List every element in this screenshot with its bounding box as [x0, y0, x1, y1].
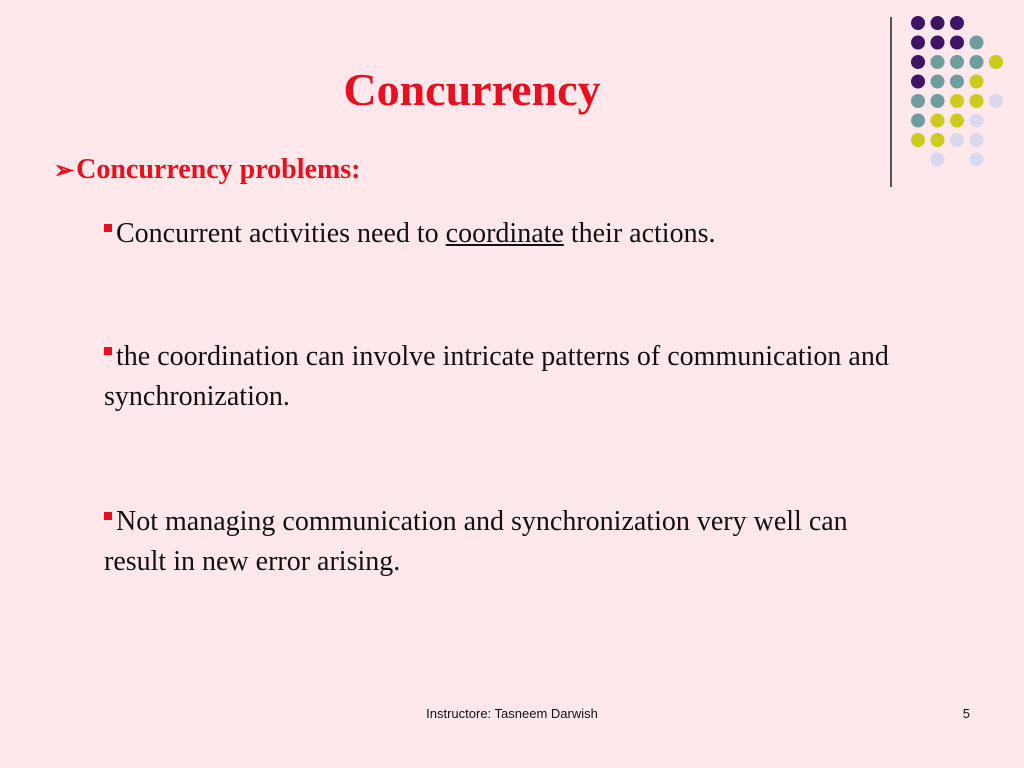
decorative-dot — [950, 114, 964, 128]
bullet-2-text: the coordination can involve intricate patterns of communication and synchronization. — [104, 341, 889, 412]
slide-title: Concurrency — [343, 64, 601, 115]
section-heading — [54, 153, 361, 187]
decorative-dot — [950, 133, 964, 147]
decorative-dot — [931, 16, 945, 30]
bullet-item-2 — [104, 337, 904, 417]
bullet-item-3 — [104, 502, 904, 582]
decorative-dot — [950, 36, 964, 50]
decorative-dot — [911, 133, 925, 147]
decorative-dot — [970, 153, 984, 167]
decorative-dot — [911, 16, 925, 30]
decorative-dot — [950, 55, 964, 69]
section-heading-text: Concurrency problems: — [76, 154, 361, 185]
decorative-dot — [970, 55, 984, 69]
bullet-item-1 — [104, 214, 904, 254]
square-bullet-icon — [104, 224, 112, 232]
square-bullet-icon — [104, 512, 112, 520]
decorative-dot — [931, 36, 945, 50]
decorative-dot — [970, 36, 984, 50]
decorative-dot — [911, 36, 925, 50]
decorative-dot — [989, 55, 1003, 69]
bullet-1-underlined-word: coordinate — [445, 218, 564, 249]
square-bullet-icon — [104, 347, 112, 355]
decorative-dot — [970, 94, 984, 108]
decorative-dot — [970, 75, 984, 89]
decorative-dot — [950, 75, 964, 89]
decorative-dot — [970, 133, 984, 147]
decorative-dot — [989, 94, 1003, 108]
decorative-dot — [970, 114, 984, 128]
footer-instructor: Instructore: Tasneem Darwish — [426, 706, 598, 721]
arrow-bullet-icon: ➢ — [54, 158, 75, 184]
decorative-dot — [931, 133, 945, 147]
decorative-dot — [950, 94, 964, 108]
bullet-3-text: Not managing communication and synchronization very well can result in new error arising. — [104, 506, 848, 577]
decorative-dot — [931, 153, 945, 167]
bullet-1-text-after: their actions. — [563, 218, 716, 249]
page-number: 5 — [962, 706, 970, 721]
bullet-1-text-before: Concurrent activities need to — [116, 218, 446, 249]
decorative-dot — [950, 16, 964, 30]
